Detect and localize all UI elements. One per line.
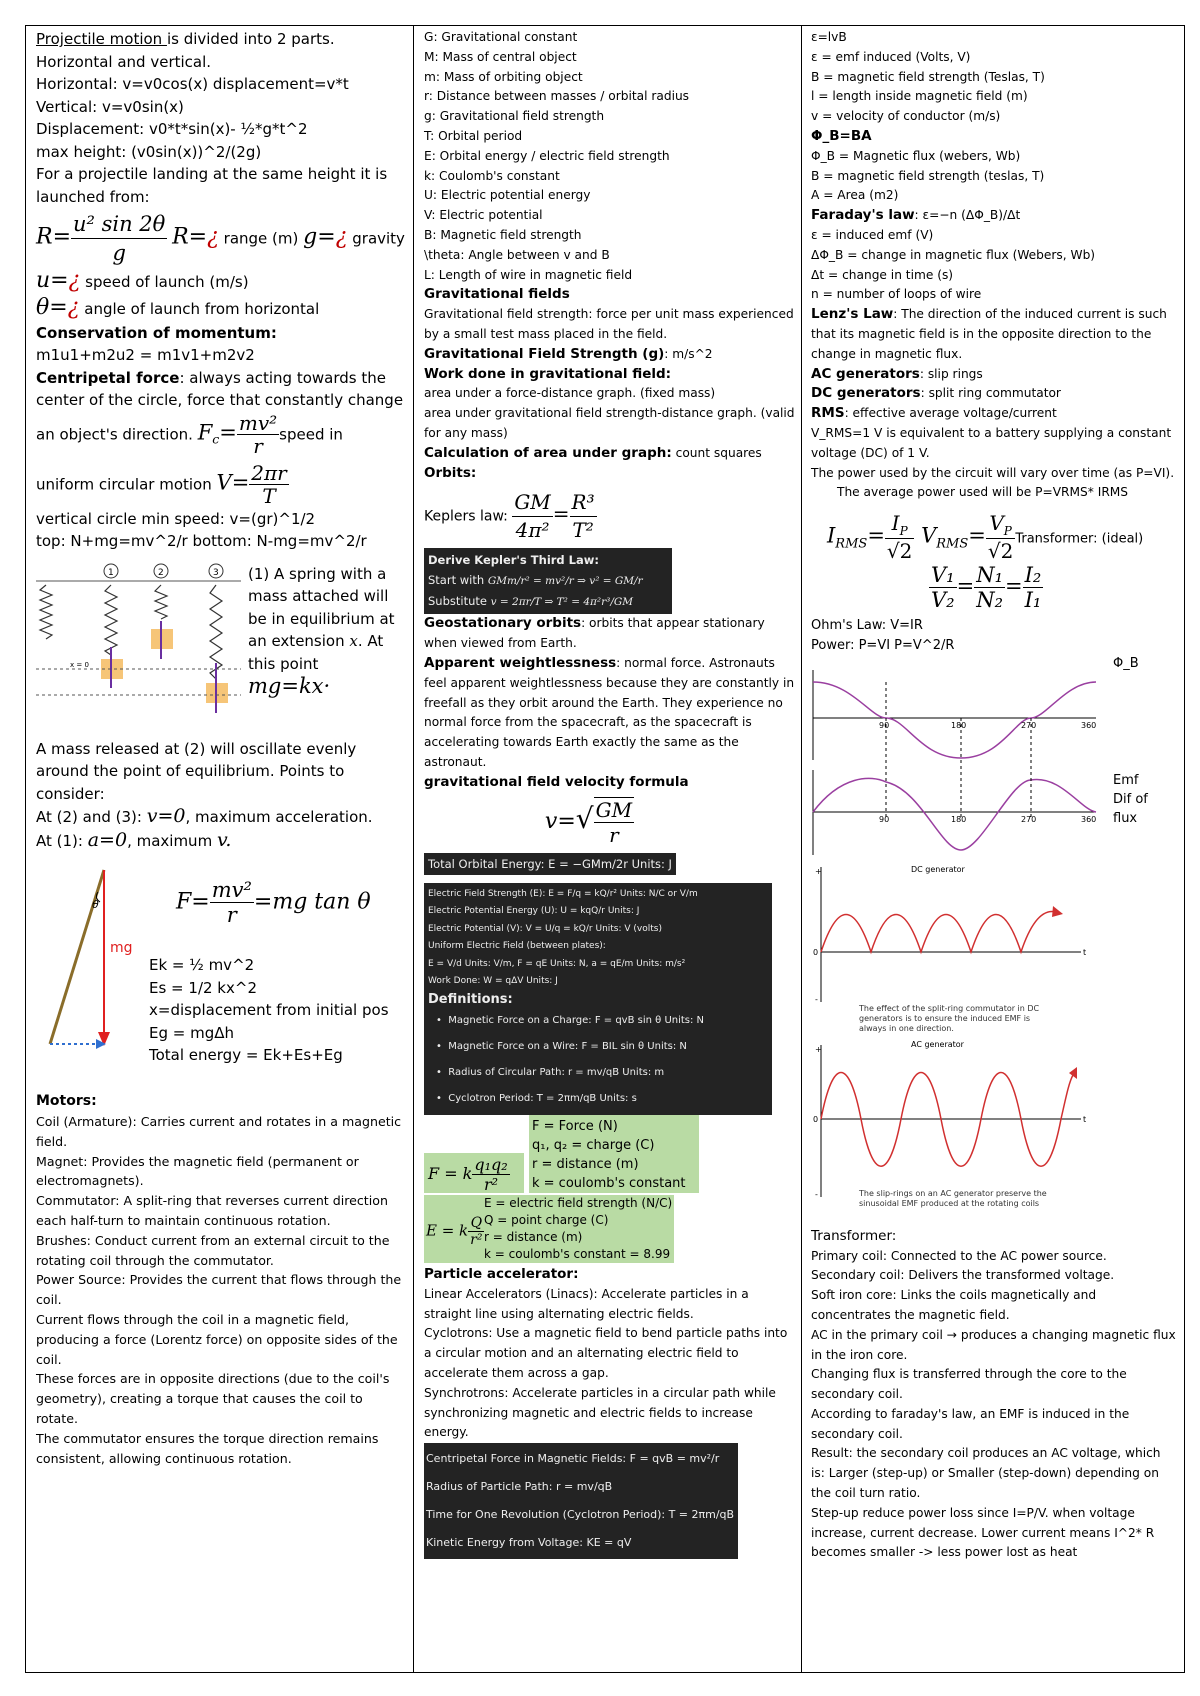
- text-line: The commutator ensures the torque direction remains consistent, allowing continuous rotation.: [36, 1430, 379, 1466]
- text-line: x=displacement from initial pos: [149, 1001, 389, 1020]
- pendulum-eq: [176, 878, 371, 927]
- emf-labels: [1113, 771, 1148, 828]
- momentum-title: Conservation of momentum:: [36, 323, 277, 342]
- kepler-num2: R³: [570, 489, 597, 517]
- ac-line: [811, 365, 1178, 385]
- dc-text: : split ring commutator: [920, 386, 1061, 401]
- fc-den: r: [253, 434, 263, 459]
- centripetal-para: Centripetal force: always acting towards the center of the circle, force that constantly change an object's direction. $F_c=$ $\frac{\text{mv²}}{r}$ speed in: [36, 368, 404, 459]
- tick-label: 360: [1081, 720, 1097, 730]
- spring-text-a: (1) A spring with a mass attached will be in equilibrium at an extension: [248, 564, 395, 651]
- efield-frac: [468, 1215, 484, 1248]
- ac-caption: The slip-rings on an AC generator preserve the sinusoidal EMF produced at the rotating coils: [859, 1188, 1047, 1208]
- electric-box: [424, 883, 772, 1116]
- gravity-label: gravity: [347, 229, 405, 248]
- work-title: Work done in gravitational field:: [424, 365, 672, 382]
- rms-title: RMS: [811, 405, 845, 422]
- text-line: Electric Potential (V): V = U/q = kQ/r Units: V (volts): [428, 923, 662, 934]
- g-i: ¿: [335, 224, 348, 250]
- spring-text-b: . At this point: [248, 632, 384, 673]
- flux-title: Φ_B=BA: [811, 127, 872, 144]
- text-line: Power Source: Provides the current that flows through the coil.: [36, 1272, 402, 1308]
- calc-title: Calculation of area under graph:: [424, 444, 672, 461]
- kepler-line: Keplers law: $\frac{GM}{\text{4π²}}$ = $\frac{\text{R³}}{\text{T²}}$: [424, 490, 595, 543]
- bullet-text: Magnetic Force on a Charge: F = qvB sin θ Units: N: [448, 1015, 705, 1026]
- text-line: k = coulomb's constant: [532, 1176, 686, 1191]
- tr-i2: I₂: [1024, 563, 1042, 588]
- text-line: n = number of loops of wire: [811, 287, 982, 302]
- text-line: Φ_B = Magnetic flux (webers, Wb): [811, 148, 1021, 163]
- text-line: Δt = change in time (s): [811, 267, 954, 282]
- grav-fields-title: Gravitational fields: [424, 286, 570, 303]
- vrms-num-sub: P: [1003, 524, 1012, 539]
- bullet-text: Magnetic Force on a Wire: F = BIL sin θ Units: N: [448, 1041, 687, 1052]
- text-line: F = Force (N): [532, 1119, 618, 1134]
- spring-label-1: 1: [108, 567, 114, 578]
- oscillate-text: A mass released at (2) will oscillate evenly around the point of equilibrium. Points to consider:: [36, 739, 357, 803]
- text-line: Current flows through the coil in a magnetic field, producing a force (Lorentz force) on opposite sides of the coil.: [36, 1311, 398, 1367]
- spring-eq: mg=kx·: [248, 674, 331, 699]
- dc-line: [811, 384, 1178, 404]
- text-line: T: Orbital period: [424, 128, 523, 143]
- v-fraction: [249, 462, 288, 508]
- text-line: Synchrotrons: Accelerate particles in a circular path while synchronizing magnetic and electric fields to increase energy.: [424, 1385, 776, 1440]
- at23-a: At (2) and (3):: [36, 808, 147, 827]
- coulomb-defs: [532, 1117, 686, 1193]
- at1-v: v.: [216, 828, 232, 851]
- theta-i: ¿: [67, 294, 80, 320]
- range-fraction: [71, 210, 167, 268]
- text-line: max height: (v0sin(x))^2/(2g): [36, 142, 262, 161]
- text-line: E = electric field strength (N/C): [484, 1196, 673, 1210]
- geo-text: : orbits that appear stationary when viewed from Earth.: [424, 616, 765, 651]
- text-line: Electric Field Strength (E): E = F/q = kQ/r² Units: N/C or V/m: [428, 888, 698, 899]
- rms-text: : effective average voltage/current: [844, 406, 1057, 421]
- pend-rhs: =mg tan θ: [253, 889, 371, 915]
- efield-eq: [426, 1215, 484, 1248]
- range-den: g: [112, 241, 126, 266]
- geo-para: [424, 614, 795, 654]
- text-line: Linear Accelerators (Linacs): Accelerate particles in a straight line using alternating electric fields.: [424, 1286, 749, 1321]
- text-line: Horizontal and vertical.: [36, 52, 212, 71]
- tr-v2: V₂: [931, 588, 955, 613]
- text-line: Brushes: Conduct current from an external circuit to the rotating coil through the commutator.: [36, 1232, 390, 1268]
- vrms-frac: [986, 511, 1015, 563]
- centripetal-text: : always acting towards the center of the circle, force that constantly change an object's direction.: [36, 368, 404, 444]
- rms-equations: $I_{RMS}=$ $\frac{I_P}{√2}$ $V_{RMS}=$ $\frac{V_P}{√2}$ Transformer: (ideal): [827, 511, 1144, 564]
- spring-label-2: 2: [158, 567, 164, 578]
- column-3: [802, 26, 1184, 1672]
- apparent-para: [424, 654, 795, 773]
- text-line: r = distance (m): [484, 1230, 583, 1244]
- text-line: Electric Potential Energy (U): U = kqQ/r Units: J: [428, 906, 640, 916]
- text-line: area under a force-distance graph. (fixed mass): [424, 386, 716, 401]
- coulomb-section: [424, 1115, 795, 1265]
- spring-section: [36, 563, 405, 738]
- axis-zero: 0: [813, 1114, 819, 1124]
- pendulum-theta: θ: [92, 898, 99, 912]
- range-lhs: R=: [36, 224, 71, 250]
- calc-text: count squares: [671, 445, 762, 460]
- text-line: V: Electric potential: [424, 208, 543, 223]
- faraday-eq: : ε=−n (ΔΦ_B)/Δt: [914, 208, 1021, 223]
- tr-frac-i: [1023, 563, 1044, 612]
- tr-n2: N₂: [976, 588, 1003, 613]
- coulomb-num: q₁q₂: [474, 1155, 508, 1174]
- apparent-title: Apparent weightlessness: [424, 654, 617, 671]
- tick-label: 270: [1021, 720, 1037, 730]
- text-line: Primary coil: Connected to the AC power source.: [811, 1248, 1107, 1263]
- text-line: Q = point charge (C): [484, 1213, 609, 1227]
- axis-t: t: [1083, 947, 1087, 957]
- text-line: Displacement: v0*t*sin(x)- ½*g*t^2: [36, 120, 308, 138]
- emf-label: Emf: [1113, 772, 1139, 788]
- irms-frac: [885, 511, 914, 563]
- irms-sub: RMS: [835, 536, 868, 552]
- at1-b: , maximum: [127, 831, 217, 850]
- text-line: B = magnetic field strength (teslas, T): [811, 168, 1045, 183]
- derive-kepler-box: [424, 548, 672, 614]
- text-line: Total energy = Ek+Es+Eg: [149, 1046, 343, 1065]
- text-line: Commutator: A split-ring that reverses current direction each half-turn to maintain continuous rotation.: [36, 1193, 388, 1228]
- text-line: Ek = ½ mv^2: [149, 956, 255, 975]
- efield-e: E = k: [426, 1221, 469, 1240]
- text-line: q₁, q₂ = charge (C): [532, 1138, 655, 1153]
- orbits-title: Orbits:: [424, 464, 477, 481]
- coulomb-frac: [472, 1155, 509, 1194]
- spring-text: [248, 563, 408, 700]
- faraday-title: Faraday's law: [811, 207, 915, 224]
- transformer-label: Transformer: (ideal): [1015, 531, 1144, 547]
- text-line: Kinetic Energy from Voltage: KE = qV: [426, 1536, 632, 1550]
- pend-den: r: [226, 903, 237, 928]
- fc-num: mv²: [238, 410, 278, 435]
- text-line: Uniform Electric Field (between plates):: [428, 941, 606, 951]
- theta-eq: θ=: [36, 294, 68, 320]
- range-label: range (m): [218, 229, 304, 248]
- projectile-intro: [36, 28, 405, 51]
- gfv-den: r: [609, 822, 619, 847]
- text-line: Coil (Armature): Carries current and rotates in a magnetic field.: [36, 1113, 402, 1149]
- text-line: Es = 1/2 kx^2: [149, 978, 257, 997]
- derive-title: Derive Kepler's Third Law:: [428, 553, 599, 568]
- phi-label: Φ_B: [1113, 655, 1139, 671]
- range-i: ¿: [207, 224, 219, 250]
- ucm-line: [36, 462, 405, 508]
- top-bottom: top: N+mg=mv^2/r bottom: N-mg=mv^2/r: [36, 532, 367, 551]
- fc-sub: c: [212, 431, 220, 447]
- particle-formulas-box: [424, 1443, 738, 1559]
- motors-title: Motors:: [36, 1093, 97, 1110]
- text-line: Secondary coil: Delivers the transformed voltage.: [811, 1268, 1115, 1283]
- spring-diagram: [36, 563, 256, 733]
- kepler-label: Keplers law:: [424, 508, 513, 525]
- flux-emf-graphs: [811, 656, 1178, 856]
- derive-l2b: v = 2πr/T ⇒ T² = 4π²r³/GM: [490, 596, 634, 609]
- ac-text: : slip rings: [919, 366, 983, 381]
- projectile-intro-text: is divided into 2 parts.: [166, 30, 335, 48]
- derive-l1a: Start with: [428, 573, 488, 588]
- dif-label: Dif of: [1113, 791, 1148, 807]
- orbital-energy: Total Orbital Energy: E = −GMm/2r Units: J: [428, 856, 672, 871]
- cheat-sheet: [25, 25, 1185, 1673]
- at1-a: At (1):: [36, 831, 88, 850]
- axis-minus: -: [815, 994, 818, 1004]
- derive-l2a: Substitute: [428, 594, 491, 609]
- pend-lhs: F=: [176, 889, 210, 915]
- gfv-frac: [594, 797, 634, 847]
- gfv-eq: v=√ $\frac{GM}{r}$: [544, 797, 633, 847]
- accel-title: Particle accelerator:: [424, 1266, 579, 1282]
- range-equation: [36, 210, 405, 268]
- grav-fields-text: Gravitational field strength: force per unit mass experienced by a small test mass placed in the field.: [424, 307, 794, 341]
- at1-eq: a=0: [87, 828, 128, 851]
- text-line: k = coulomb's constant = 8.99: [484, 1247, 671, 1261]
- text-line: area under gravitational field strength-distance graph. (valid for any mass): [424, 406, 795, 440]
- text-line: k: Coulomb's constant: [424, 168, 560, 183]
- bullet-item: • Magnetic Force on a Charge: F = qvB sin θ Units: N: [436, 1015, 705, 1026]
- calc-line: [424, 444, 795, 464]
- orbital-energy-box: [424, 853, 676, 875]
- tr-i1: I₁: [1024, 588, 1042, 613]
- v-den: T: [262, 484, 276, 509]
- vrms-den: √2: [987, 539, 1014, 564]
- text-line: Step-up reduce power loss since I=P/V. when voltage increase, current decrease. Lower current means I^2* R becomes smaller -> less power lost as heat: [811, 1505, 1155, 1560]
- text-line: Vertical: v=v0sin(x): [36, 97, 184, 116]
- vrms-lhs: V: [921, 523, 937, 548]
- ohm-law: Ohm's Law: V=IR: [811, 618, 923, 634]
- u-i: ¿: [68, 267, 81, 293]
- coulomb-den: r²: [484, 1175, 499, 1194]
- dc-title: DC generators: [811, 385, 921, 402]
- centripetal-title: Centripetal force: [36, 368, 180, 387]
- tr-frac-n: [974, 563, 1005, 612]
- tick-label: 180: [951, 720, 967, 730]
- irms-den: √2: [886, 539, 913, 564]
- bullet-text: Radius of Circular Path: r = mv/qB Units: m: [448, 1067, 665, 1078]
- axis-minus: -: [815, 1189, 818, 1199]
- pendulum-diagram: [36, 864, 156, 1064]
- irms-num: I: [891, 511, 900, 536]
- gfv-lhs: v=: [544, 808, 576, 834]
- text-line: Horizontal: v=v0cos(x) displacement=v*t: [36, 75, 349, 93]
- momentum-eq: m1u1+m2u2 = m1v1+m2v2: [36, 346, 255, 365]
- vertical-circle: vertical circle min speed: v=(gr)^1/2: [36, 509, 316, 528]
- gfv-title: gravitational field velocity formula: [424, 773, 689, 790]
- kepler-den1: 4π²: [515, 518, 550, 543]
- irms-lhs: I: [827, 523, 836, 548]
- fc-fraction: [237, 412, 279, 458]
- text-line: According to faraday's law, an EMF is induced in the secondary coil.: [811, 1406, 1130, 1441]
- gfs-line: [424, 345, 795, 365]
- definitions-title: Definitions:: [428, 991, 513, 1007]
- text-line: B = magnetic field strength (Teslas, T): [811, 69, 1045, 84]
- column-2: [414, 26, 802, 1672]
- gfs-units: : m/s^2: [664, 346, 713, 361]
- flux-label: flux: [1113, 810, 1138, 826]
- text-line: Magnet: Provides the magnetic field (permanent or electromagnets).: [36, 1153, 359, 1189]
- g-eq: g=: [303, 224, 336, 250]
- text-line: m: Mass of orbiting object: [424, 69, 583, 84]
- bullet-item: • Magnetic Force on a Wire: F = BIL sin θ Units: N: [436, 1041, 687, 1052]
- rms-line: [811, 404, 1178, 424]
- kepler-frac2: [570, 489, 597, 544]
- text-line: Soft iron core: Links the coils magnetically and concentrates the magnetic field.: [811, 1288, 1097, 1322]
- tick-label: 90: [879, 720, 890, 730]
- axis-zero: 0: [813, 947, 819, 957]
- projectile-lines: [36, 51, 405, 209]
- text-line: The power used by the circuit will vary over time (as P=VI).: [811, 465, 1175, 480]
- text-line: A = Area (m2): [811, 188, 899, 203]
- motors-list: [36, 1112, 405, 1468]
- symbol-defs: [424, 28, 795, 285]
- at23-b: , maximum acceleration.: [185, 808, 373, 827]
- tick-label: 90: [879, 814, 890, 824]
- pend-frac: [210, 878, 254, 927]
- tr-v1: V₁: [931, 563, 955, 588]
- v-lhs: V=: [216, 470, 250, 495]
- axis-plus: +: [815, 1044, 822, 1054]
- sine-graphs: [811, 660, 1101, 860]
- lenz-title: Lenz's Law: [811, 306, 894, 323]
- text-line: AC in the primary coil → produces a changing magnetic flux in the iron core.: [811, 1327, 1176, 1362]
- efield-defs: [484, 1195, 672, 1263]
- tr-n1: N₁: [976, 563, 1003, 588]
- text-line: The average power used will be P=VRMS* IRMS: [837, 485, 1129, 500]
- text-line: G: Gravitational constant: [424, 30, 578, 44]
- axis-plus: +: [815, 866, 822, 876]
- kepler-frac1: [512, 489, 552, 544]
- ac-generator-graph: [811, 1037, 1178, 1227]
- coulomb-eq: [428, 1155, 510, 1194]
- ac-gen-title: AC generator: [911, 1039, 964, 1049]
- at23-v: v=0: [146, 805, 186, 828]
- pendulum-mg: mg: [110, 940, 133, 957]
- text-line: These forces are in opposite directions (due to the coil's geometry), creating a torque that causes the coil to rotate.: [36, 1371, 390, 1426]
- dc-caption: The effect of the split-ring commutator in DC generators is to ensure the induced EMF is always in one direction.: [859, 1003, 1040, 1033]
- text-line: ε=lvB: [811, 30, 847, 44]
- energy-list: [149, 954, 389, 1067]
- faraday-line: [811, 206, 1178, 226]
- efield-num: Q: [468, 1215, 484, 1232]
- text-line: ε = induced emf (V): [811, 227, 934, 242]
- tick-label: 180: [951, 814, 967, 824]
- text-line: For a projectile landing at the same height it is launched from:: [36, 165, 388, 206]
- text-line: E: Orbital energy / electric field strength: [424, 148, 670, 163]
- text-line: Radius of Particle Path: r = mv/qB: [426, 1480, 613, 1494]
- text-line: Work Done: W = qΔV Units: J: [428, 976, 558, 986]
- kepler-den2: T²: [572, 518, 594, 543]
- text-line: ε = emf induced (Volts, V): [811, 49, 971, 64]
- trans-title: Transformer:: [811, 1227, 897, 1244]
- text-line: g: Gravitational field strength: [424, 109, 605, 124]
- text-line: l = length inside magnetic field (m): [811, 89, 1028, 104]
- derive-line-1: [428, 570, 668, 591]
- text-line: ΔΦ_B = change in magnetic flux (Webers, Wb): [811, 247, 1096, 262]
- transformer-ratio: $\frac{\text{V₁}}{\text{V₂}}$ = $\frac{\text{N₁}}{\text{N₂}}$ = $\frac{\text{I₂}}{\text{I₁}}$: [931, 563, 1042, 613]
- bullet-item: • Cyclotron Period: T = 2πm/qB Units: s: [436, 1093, 637, 1104]
- fc-lhs: F: [197, 420, 213, 445]
- v-num: 2πr: [251, 460, 287, 485]
- geo-title: Geostationary orbits: [424, 615, 582, 632]
- gfv-num: GM: [595, 797, 633, 822]
- lenz-text: : The direction of the induced current is such that its magnetic field is in the opposite direction to the change in magnetic flux.: [811, 307, 1167, 361]
- dc-generator-graph: [811, 862, 1178, 1037]
- coulomb-f: F = k: [428, 1164, 473, 1183]
- u-eq: u=: [36, 267, 69, 293]
- apparent-text: : normal force. Astronauts feel apparent weightlessness because they are constantly in freefall as they orbit around the Earth. They experience no normal force from the spacecraft, as the spacecraft is accelerating towards Earth exactly the same as the astronaut.: [424, 655, 795, 769]
- range-num: u² sin 2θ: [71, 210, 167, 239]
- kepler-num1: GM: [512, 489, 552, 517]
- theta-label: angle of launch from horizontal: [79, 299, 320, 318]
- vrms-num: V: [989, 511, 1004, 536]
- irms-num-sub: P: [899, 524, 908, 539]
- text-line: V_RMS=1 V is equivalent to a battery supplying a constant voltage (DC) of 1 V.: [811, 425, 1172, 460]
- text-line: \theta: Angle between v and B: [424, 247, 610, 262]
- derive-l1b: GMm/r² = mv²/r ⇒ v² = GM/r: [487, 575, 643, 588]
- text-line: r = distance (m): [532, 1157, 639, 1172]
- gfs-title: Gravitational Field Strength (g): [424, 345, 665, 362]
- at23-line: [36, 805, 405, 829]
- text-line: Centripetal Force in Magnetic Fields: F = qvB = mv²/r: [426, 1452, 720, 1466]
- axis-t: t: [1083, 1114, 1087, 1124]
- derive-line-2: [428, 591, 668, 612]
- tick-label: 360: [1081, 814, 1097, 824]
- text-line: Changing flux is transferred through the core to the secondary coil.: [811, 1367, 1127, 1402]
- text-line: M: Mass of central object: [424, 49, 577, 64]
- lenz-para: [811, 305, 1178, 364]
- spring-lx: x = 0: [70, 660, 89, 669]
- u-line: [36, 268, 405, 295]
- text-line: Cyclotrons: Use a magnetic field to bend particle paths into a circular motion and an alternating electric field to accelerate them across a gap.: [424, 1326, 788, 1380]
- dc-gen-title: DC generator: [911, 864, 965, 874]
- at1-line: [36, 829, 405, 853]
- text-line: E = V/d Units: V/m, F = qE Units: N, a = qE/m Units: m/s²: [428, 958, 686, 969]
- tr-frac-v: [929, 563, 957, 612]
- vrms-sub: RMS: [936, 536, 969, 552]
- text-line: B: Magnetic field strength: [424, 227, 582, 242]
- text-line: Time for One Revolution (Cyclotron Period): T = 2πm/qB: [426, 1508, 735, 1522]
- u-label: speed of launch (m/s): [80, 272, 249, 291]
- projectile-title: Projectile motion: [36, 30, 167, 48]
- pend-num: mv²: [211, 878, 252, 903]
- efield-den: r²: [470, 1232, 483, 1248]
- bullet-list: [428, 1008, 768, 1112]
- spring-x: x: [349, 632, 358, 651]
- text-line: v = velocity of conductor (m/s): [811, 109, 1001, 124]
- tick-label: 270: [1021, 814, 1037, 824]
- spring-label-3: 3: [213, 567, 219, 578]
- text-line: r: Distance between masses / orbital radius: [424, 89, 690, 104]
- range-r2: R=: [172, 224, 208, 250]
- ucm-text: uniform circular motion: [36, 475, 212, 494]
- speed-in: speed in: [279, 425, 343, 444]
- bullet-text: Cyclotron Period: T = 2πm/qB Units: s: [448, 1093, 637, 1104]
- column-1: [26, 26, 414, 1672]
- text-line: Result: the secondary coil produces an AC voltage, which is: Larger (step-up) or Smaller (step-down) depending on the coil turn ratio.: [811, 1446, 1161, 1501]
- theta-line: [36, 295, 405, 322]
- text-line: L: Length of wire in magnetic field: [424, 267, 633, 282]
- text-line: U: Electric potential energy: [424, 188, 591, 203]
- pendulum-section: [36, 864, 405, 1064]
- bullet-item: • Radius of Circular Path: r = mv/qB Units: m: [436, 1067, 665, 1078]
- ac-title: AC generators: [811, 365, 920, 382]
- text-line: Eg = mgΔh: [149, 1023, 235, 1042]
- power-law: Power: P=VI P=V^2/R: [811, 637, 955, 653]
